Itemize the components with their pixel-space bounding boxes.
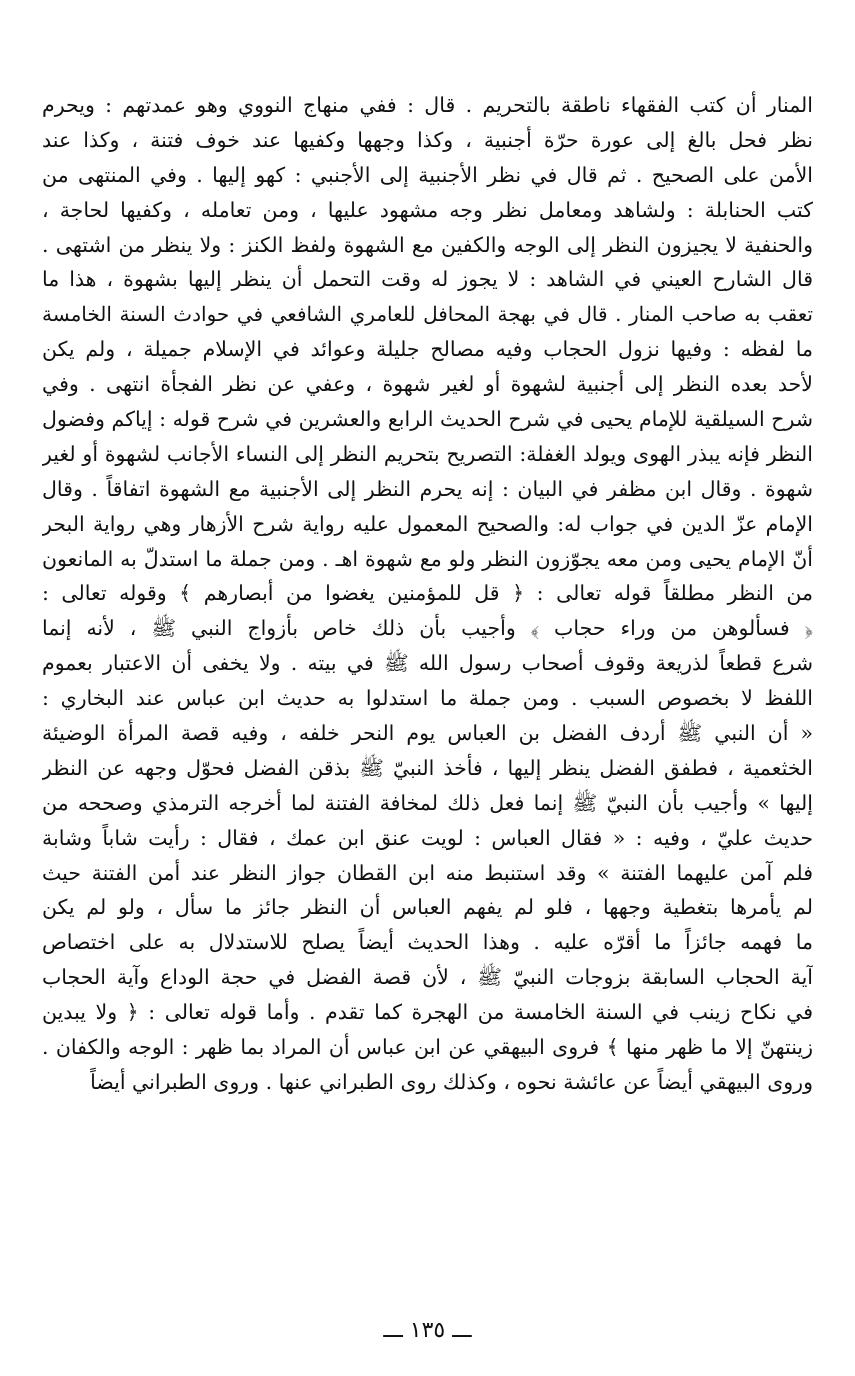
text-line: آية الحجاب السابقة بزوجات النبيّ ﷺ ، لأن قصة الفضل في حجة الوداع وآية الحجاب [42, 965, 813, 990]
text-line: الخثعمية ، فطفق الفضل ينظر إليها ، فأخذ النبيّ ﷺ بذقن الفضل فحوّل وجهه عن النظر [42, 755, 813, 780]
text-line: النظر فإنه يبذر الهوى ويولد الغفلة: التصريح بتحريم النظر إلى النساء الأجانب لشهوة أو لغير [42, 441, 813, 466]
text-line: قال الشارح العيني في الشاهد : لا يجوز له وقت التحمل أن ينظر إليها بشهوة ، هذا ما [42, 267, 813, 292]
text-line: كتب الحنابلة : ولشاهد ومعامل نظر وجه مشهود عليها ، ومن تعامله ، وكفيها لحاجة ، [42, 197, 813, 222]
text-line: شرع قطعاً لذريعة وقوف أصحاب رسول الله ﷺ في بيته . ولا يخفى أن الاعتبار بعموم [42, 651, 813, 676]
text-line: الأمن على الصحيح . ثم قال في نظر الأجنبية إلى الأجنبي : كهو إليها . وفي المنتهى من [42, 162, 813, 187]
page-number: ـــ ١٣٥ ـــ [383, 1318, 472, 1343]
text-line: من النظر مطلقاً قوله تعالى : ﴿ قل للمؤمنين يغضوا من أبصارهم ﴾ وقوله تعالى : [42, 581, 813, 606]
text-line: اللفظ لا بخصوص السبب . ومن جملة ما استدلوا به حديث ابن عباس عند البخاري : [42, 686, 813, 711]
text-line: المنار أن كتب الفقهاء ناطقة بالتحريم . قال : ففي منهاج النووي وهو عمدتهم : ويحرم [42, 93, 813, 117]
text-line: أنّ الإمام يحيى ومن معه يجوّزون النظر ولو مع شهوة اهـ . ومن جملة ما استدلّ به المانعون [42, 546, 813, 571]
text-line: في نكاح زينب في السنة الخامسة من الهجرة كما تقدم . وأما قوله تعالى : ﴿ ولا يبدين [42, 1000, 813, 1025]
text-line: حديث عليّ ، وفيه : « فقال العباس : لويت عنق ابن عمك ، فقال : رأيت شاباً وشابة [42, 825, 813, 850]
text-line: لم يأمرها بتغطية وجهها ، فلو لم يفهم العباس أن النظر جائز ما سأل ، ولو لم يكن [42, 895, 813, 920]
text-line: فلم آمن عليهما الفتنة » وقد استنبط منه ابن القطان جواز النظر عند أمن الفتنة حيث [42, 860, 813, 885]
text-line: الإمام عزّ الدين في جواب له: والصحيح المعمول عليه رواية شرح الأزهار وهي رواية البحر [42, 511, 813, 536]
text-line: إليها » وأجيب بأن النبيّ ﷺ إنما فعل ذلك لمخافة الفتنة لما أخرجه الترمذي وصححه من [42, 790, 813, 815]
text-line: شرح السيلقية للإمام يحيى في شرح الحديث الرابع والعشرين في شرح قوله : إياكم وفضول [42, 407, 813, 432]
text-line: زينتهنّ إلا ما ظهر منها ﴾ فروى البيهقي عن ابن عباس أن المراد بما ظهر : الوجه والكفان . [42, 1035, 813, 1060]
text-line: نظر فحل بالغ إلى عورة حرّة أجنبية ، وكذا وجهها وكفيها عند خوف فتنة ، وكذا عند [42, 127, 813, 152]
text-line: شهوة . وقال ابن مظفر في البيان : إنه يحرم النظر إلى الأجنبية مع الشهوة اتفاقاً . وقال [42, 476, 813, 501]
text-line: تعقب به صاحب المنار . قال في بهجة المحافل للعامري الشافعي في حوادث السنة الخامسة [42, 302, 813, 327]
text-line: لأحد بعده النظر إلى أجنبية لشهوة أو لغير شهوة ، وعفي عن نظر الفجأة انتهى . وفي [42, 372, 813, 397]
text-line: « أن النبي ﷺ أردف الفضل بن العباس يوم النحر خلفه ، وفيه قصة المرأة الوضيئة [42, 721, 813, 746]
body-text [42, 88, 813, 1100]
text-line: ﴿ فسألوهن من وراء حجاب ﴾ وأجيب بأن ذلك خاص بأزواج النبي ﷺ ، لأنه إنما [42, 616, 813, 641]
text-line: وروى البيهقي أيضاً عن عائشة نحوه ، وكذلك روى الطبراني عنها . وروى الطبراني أيضاً [90, 1069, 813, 1094]
text-line: والحنفية لا يجيزون النظر إلى الوجه والكفين مع الشهوة ولفظ الكنز : ولا ينظر من اشتهى . [42, 232, 813, 257]
text-line: ما لفظه : وفيها نزول الحجاب وفيه مصالح جليلة وعوائد في الإسلام جميلة ، ولم يكن [42, 337, 813, 362]
text-line: ما فهمه جائزاً ما أقرّه عليه . وهذا الحديث أيضاً يصلح للاستدلال به على اختصاص [42, 930, 813, 955]
